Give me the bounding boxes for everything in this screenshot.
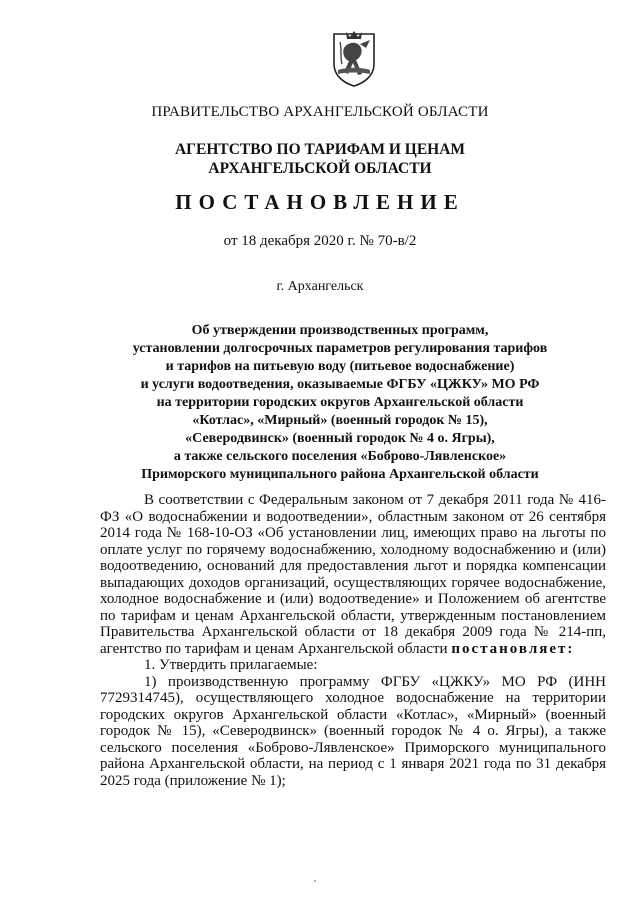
document-body — [100, 492, 606, 789]
preamble-paragraph — [100, 492, 606, 657]
document-type: ПОСТАНОВЛЕНИЕ — [175, 190, 465, 214]
title-line: «Котлас», «Мирный» (военный городок № 15), — [192, 413, 488, 428]
government-name: ПРАВИТЕЛЬСТВО АРХАНГЕЛЬСКОЙ ОБЛАСТИ — [151, 104, 489, 120]
resolves-keyword: постановляет: — [451, 640, 575, 657]
clause-1: 1. Утвердить прилагаемые: — [144, 657, 318, 673]
document-title — [40, 322, 640, 484]
title-line: и тарифов на питьевую воду (питьевое водоснабжение) — [165, 359, 515, 374]
title-line: Об утверждении производственных программ, — [191, 323, 489, 338]
document-date-number: от 18 декабря 2020 г. № 70-в/2 — [223, 233, 417, 249]
title-line: установлении долгосрочных параметров регулирования тарифов — [132, 341, 548, 356]
title-line: Приморского муниципального района Архангельской области — [141, 467, 539, 482]
agency-name — [0, 140, 640, 178]
coat-of-arms-icon — [330, 30, 378, 88]
title-line: и услуги водоотведения, оказываемые ФГБУ «ЦЖКУ» МО РФ — [140, 377, 540, 392]
clause-1-subitem-1: 1) производственную программу ФГБУ «ЦЖКУ» МО РФ (ИНН 7729314745), осуществляющего холодное водоснабжение на территории городских округов Архангельской области «Котлас», «Мирный» (военный городок № 15), «Северодвинск» (военный городок № 4 о. Ягры), а также сельского поселения «Боброво-Лявленское» Приморского муниципального района Архангельской области, на период с 1 января 2021 года по 31 декабря 2025 года (приложение № 1); — [100, 673, 606, 789]
preamble-text: В соответствии с Федеральным законом от 7 декабря 2011 года № 416-ФЗ «О водоснабжении и водоотведении», областным законом от 26 сентября 2014 года № 168-10-ОЗ «Об установлении лиц, имеющих право на льготы по оплате услуг по горячему водоснабжению, холодному водоснабжению и (или) водоотведению, оснований для предоставления льгот и порядка компенсации выпадающих доходов организаций, осуществляющих горячее водоснабжение, холодное водоснабжение и (или) водоотведение» и Положением об агентстве по тарифам и ценам Архангельской области, утвержденным постановлением Правительства Архангельской области от 18 декабря 2009 года № 214-пп, агентство по тарифам и ценам Архангельской области — [100, 492, 606, 657]
scan-speck — [314, 880, 316, 882]
agency-name-line-1: АГЕНТСТВО ПО ТАРИФАМ И ЦЕНАМ — [174, 141, 466, 158]
title-line: «Северодвинск» (военный городок № 4 о. Ягры), — [185, 431, 495, 446]
title-line: а также сельского поселения «Боброво-Лявленское» — [173, 449, 507, 464]
title-line: на территории городских округов Архангельской области — [156, 395, 524, 410]
agency-name-line-2: АРХАНГЕЛЬСКОЙ ОБЛАСТИ — [208, 160, 432, 177]
document-city: г. Архангельск — [276, 279, 364, 294]
